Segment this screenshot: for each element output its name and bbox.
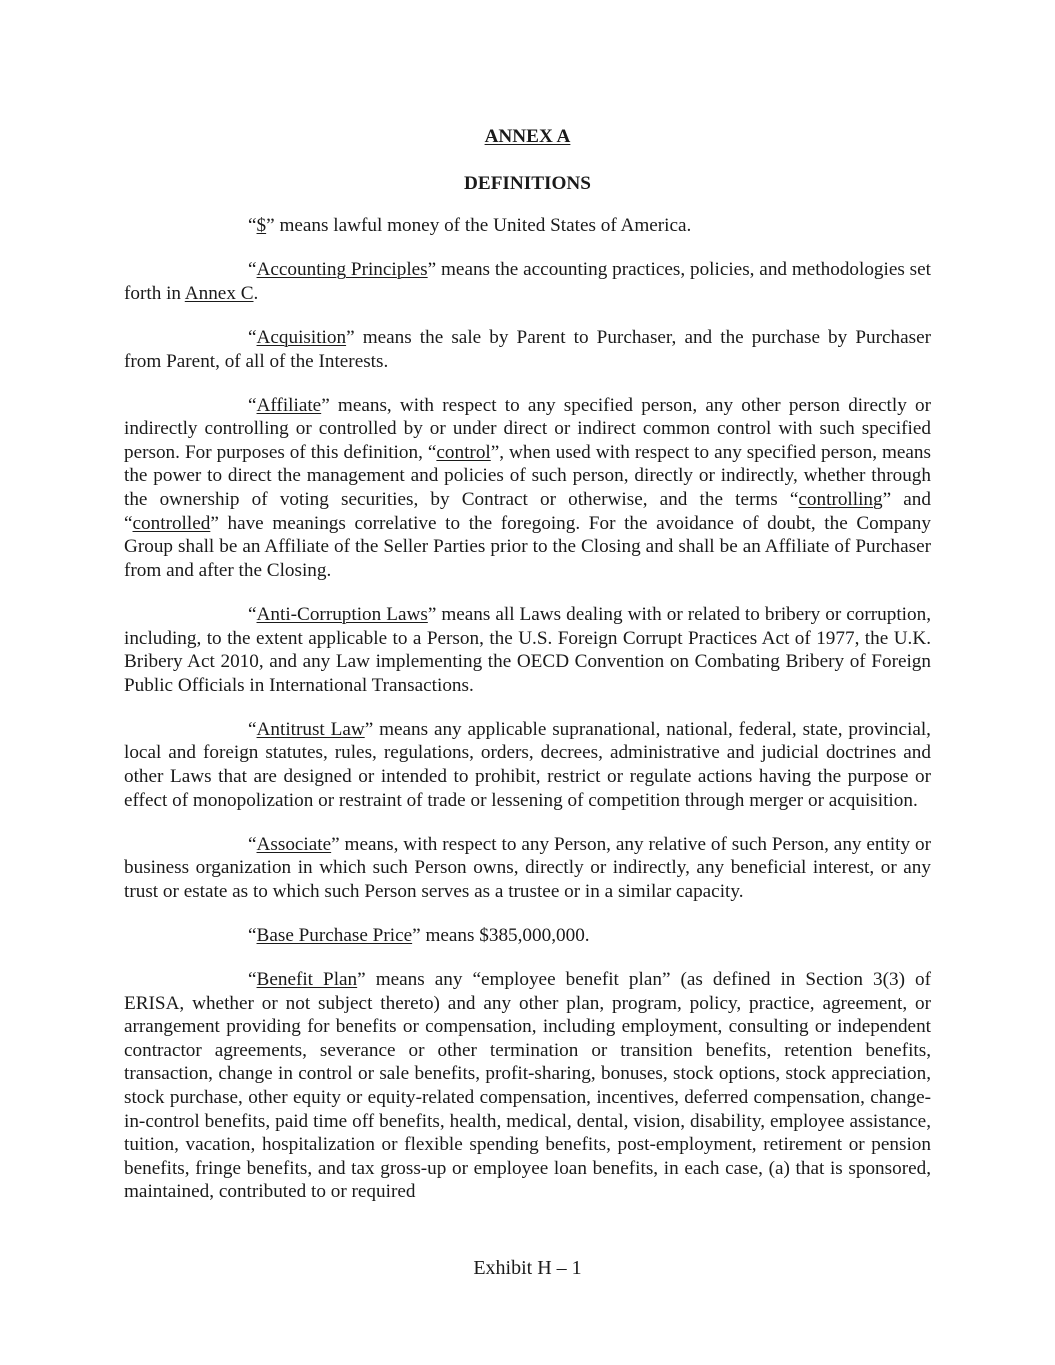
definition-dollar: “$” means lawful money of the United States of America. <box>248 215 692 237</box>
defined-term: Antitrust Law <box>256 718 365 740</box>
defined-term: Associate <box>256 833 332 855</box>
defined-term: Benefit Plan <box>256 969 358 991</box>
defined-term-controlling: controlling <box>798 489 883 511</box>
page-footer: Exhibit H – 1 <box>473 1257 582 1279</box>
document-page <box>124 120 931 1204</box>
defined-term: Acquisition <box>256 326 347 348</box>
defined-term: Anti-Corruption Laws <box>256 603 428 625</box>
definition-associate: “Associate” means, with respect to any Person, any relative of such Person, any entity or business organization in which such Person owns, directly or indirectly, any beneficial interest, or any trust or estate as to which such Person serves as a trustee or in a similar capacity. <box>124 833 931 902</box>
annex-title: ANNEX A <box>484 126 571 147</box>
defined-term: Accounting Principles <box>256 259 428 281</box>
defined-term: Affiliate <box>256 394 322 416</box>
section-title: DEFINITIONS <box>464 172 591 194</box>
definition-anti-corruption-laws: “Anti-Corruption Laws” means all Laws dealing with or related to bribery or corruption, including, to the extent applicable to a Person, the U.S. Foreign Corrupt Practices Act of 1977, the U.K. Bribery Act 2010, and any Law implementing the OECD Convention on Combating Bribery of Foreign Public Officials in International Transactions. <box>124 603 931 696</box>
defined-term-control: control <box>436 441 491 463</box>
definition-antitrust-law: “Antitrust Law” means any applicable supranational, national, federal, state, provincial, local and foreign statutes, rules, regulations, orders, decrees, administrative and judicial doctrines and other Laws that are designed or intended to prohibit, restrict or regulate actions having the purpose or effect of monopolization or restraint of trade or lessening of competition through merger or acquisition. <box>124 718 931 811</box>
annex-c-reference: Annex C <box>184 282 254 304</box>
definition-base-purchase-price: “Base Purchase Price” means $385,000,000. <box>248 924 590 946</box>
definitions-list <box>124 214 931 1204</box>
definition-acquisition: “Acquisition” means the sale by Parent to Purchaser, and the purchase by Purchaser from Parent, of all of the Interests. <box>124 326 931 372</box>
definition-accounting-principles: “Accounting Principles” means the accounting practices, policies, and methodologies set forth in Annex C. <box>124 259 931 304</box>
definition-benefit-plan: “Benefit Plan” means any “employee benefit plan” (as defined in Section 3(3) of ERISA, whether or not subject thereto) and any other plan, program, policy, practice, agreement, or arrangement providing for benefits or compensation, including employment, consulting or independent contractor agreements, severance or other termination or transition benefits, retention benefits, transaction, change in control or sale benefits, profit-sharing, bonuses, stock options, stock appreciation, stock purchase, other equity or equity-related compensation, incentives, deferred compensation, change-in-control benefits, paid time off benefits, health, medical, dental, vision, disability, employee assistance, tuition, vacation, hospitalization or flexible spending benefits, post-employment, retirement or pension benefits, fringe benefits, and tax gross-up or employee loan benefits, in each case, (a) that is sponsored, maintained, contributed to or required <box>124 969 931 1203</box>
defined-term-controlled: controlled <box>132 512 211 534</box>
defined-term: Base Purchase Price <box>256 924 413 946</box>
defined-term: $ <box>256 215 267 237</box>
definition-affiliate: “Affiliate” means, with respect to any specified person, any other person directly or indirectly controlling or controlled by or under direct or indirect common control with such specified person. For purposes of this definition, “control”, when used with respect to any specified person, means the power to direct the management and policies of such person, directly or indirectly, whether through the ownership of voting securities, by Contract or otherwise, and the terms “controlling” and “controlled” have meanings correlative to the foregoing. For the avoidance of doubt, the Company Group shall be an Affiliate of the Seller Parties prior to the Closing and shall be an Affiliate of Purchaser from and after the Closing. <box>124 394 931 581</box>
